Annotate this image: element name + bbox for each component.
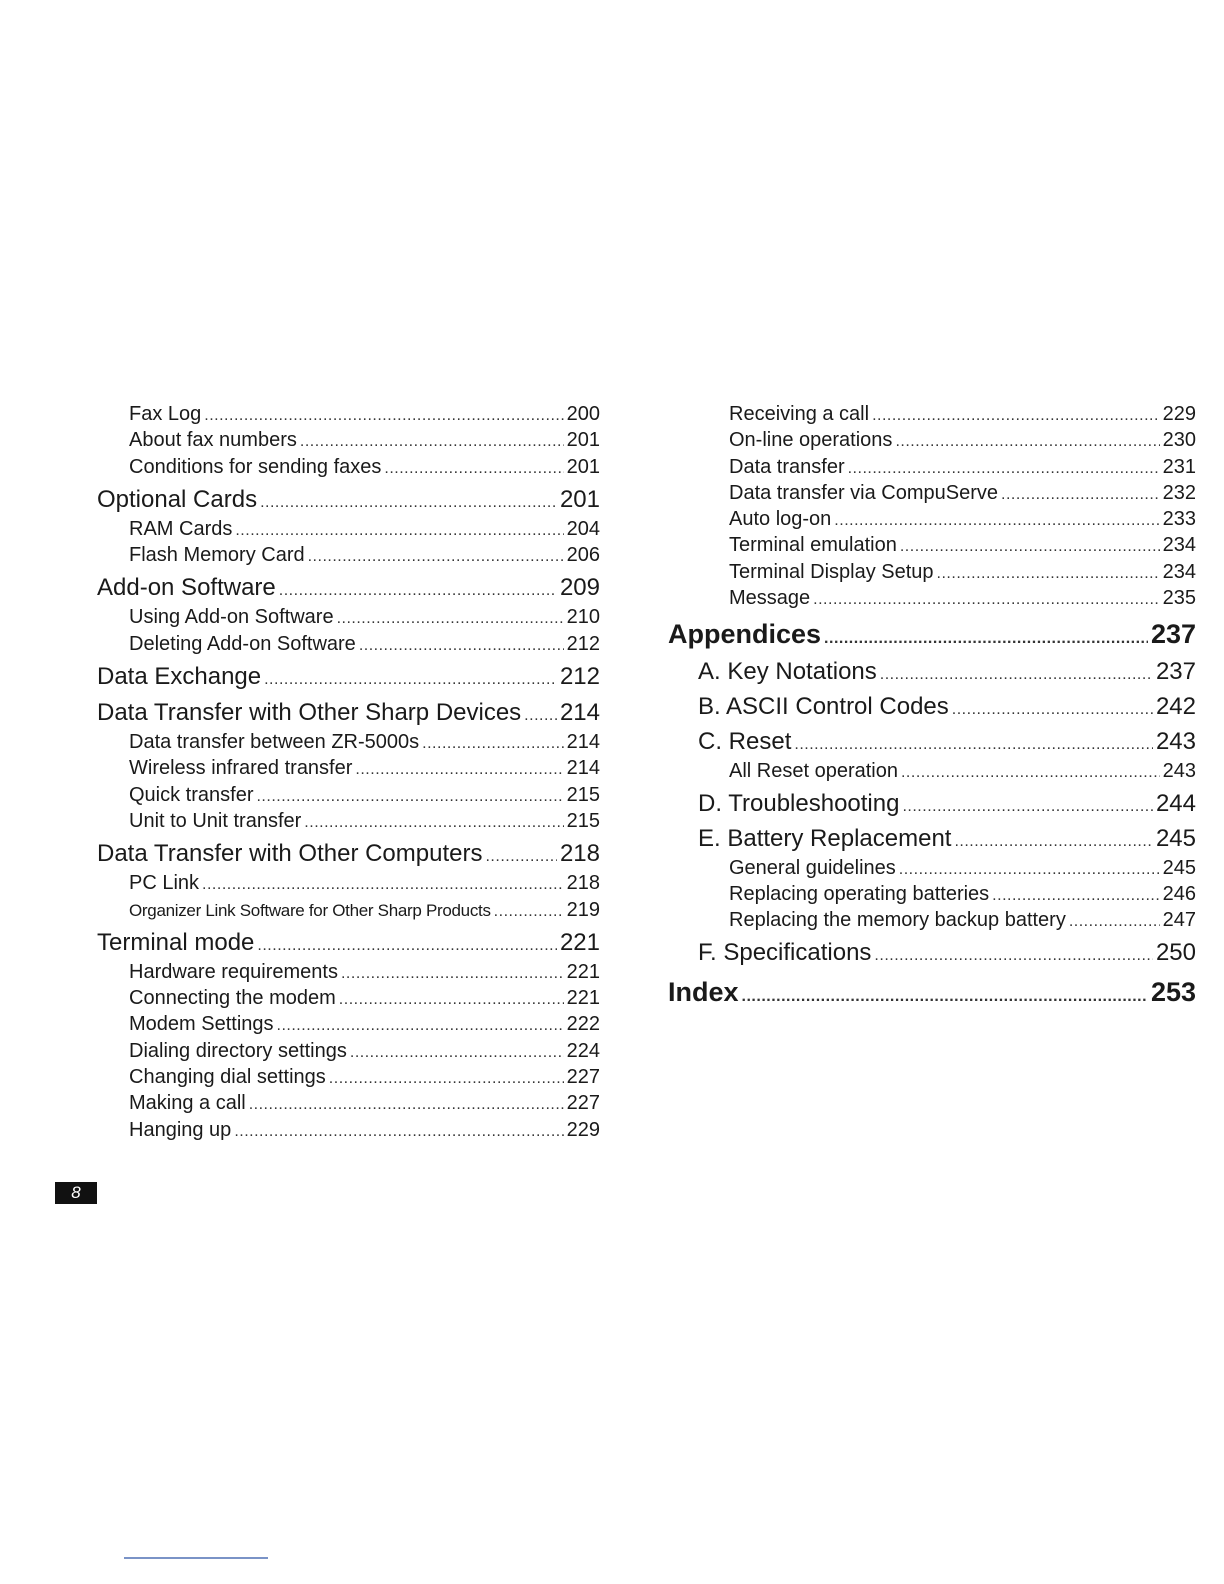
toc-entry-title: Modem Settings bbox=[129, 1013, 274, 1036]
toc-entry[interactable] bbox=[668, 456, 1196, 482]
dot-leader bbox=[899, 861, 1160, 879]
toc-entry-title: Message bbox=[729, 587, 811, 610]
toc-entry-page: 222 bbox=[566, 1013, 600, 1036]
toc-entry[interactable] bbox=[668, 482, 1196, 508]
toc-entry-page: 231 bbox=[1162, 455, 1196, 478]
toc-entry-title: All Reset operation bbox=[729, 760, 898, 783]
toc-entry[interactable] bbox=[97, 961, 600, 987]
dot-leader bbox=[1001, 486, 1160, 504]
toc-entry-page: 214 bbox=[566, 757, 600, 780]
toc-entry-page: 221 bbox=[566, 987, 600, 1010]
toc-section-title: Data Transfer with Other Computers bbox=[97, 840, 483, 868]
toc-entry[interactable] bbox=[97, 872, 600, 898]
dot-leader bbox=[494, 903, 564, 921]
toc-major-heading[interactable] bbox=[668, 977, 1196, 1013]
toc-entry-page: 215 bbox=[566, 783, 600, 806]
dot-leader bbox=[824, 630, 1148, 648]
toc-entry-page: 243 bbox=[1162, 760, 1196, 783]
dot-leader bbox=[359, 637, 564, 655]
toc-entry-title: Fax Log bbox=[129, 403, 202, 425]
toc-entry[interactable] bbox=[668, 883, 1196, 909]
toc-entry[interactable] bbox=[97, 757, 600, 783]
toc-entry[interactable] bbox=[97, 544, 600, 570]
dot-leader bbox=[384, 460, 563, 478]
dot-leader bbox=[257, 937, 557, 955]
toc-entry-page: 219 bbox=[566, 898, 600, 921]
toc-entry[interactable] bbox=[97, 456, 600, 482]
toc-entry-title: RAM Cards bbox=[129, 517, 233, 540]
toc-section-page: 201 bbox=[559, 485, 600, 513]
toc-entry-page: 200 bbox=[566, 403, 600, 425]
toc-entry-page: 204 bbox=[566, 517, 600, 540]
toc-entry-page: 214 bbox=[566, 731, 600, 754]
dot-leader bbox=[249, 1096, 564, 1114]
toc-entry[interactable] bbox=[668, 508, 1196, 534]
toc-appendix-page: 243 bbox=[1155, 728, 1196, 756]
toc-entry-title: Wireless infrared transfer bbox=[129, 757, 353, 780]
toc-entry-title: Dialing directory settings bbox=[129, 1039, 347, 1062]
toc-entry[interactable] bbox=[668, 587, 1196, 613]
dot-leader bbox=[952, 701, 1153, 719]
toc-entry[interactable] bbox=[668, 909, 1196, 935]
toc-entry[interactable] bbox=[97, 1119, 600, 1145]
toc-appendix[interactable] bbox=[668, 939, 1196, 971]
dot-leader bbox=[264, 671, 557, 689]
toc-entry-title: Receiving a call bbox=[729, 403, 870, 425]
toc-entry[interactable] bbox=[97, 518, 600, 544]
toc-right-column bbox=[668, 403, 1196, 1013]
toc-appendix-title: D. Troubleshooting bbox=[698, 789, 900, 817]
toc-entry-page: 206 bbox=[566, 544, 600, 567]
footer-rule bbox=[124, 1557, 268, 1559]
dot-leader bbox=[834, 512, 1159, 530]
toc-section[interactable] bbox=[97, 840, 600, 872]
toc-appendix[interactable] bbox=[668, 658, 1196, 690]
toc-entry[interactable] bbox=[668, 857, 1196, 883]
toc-entry[interactable] bbox=[97, 633, 600, 659]
toc-entry[interactable] bbox=[97, 731, 600, 757]
toc-section[interactable] bbox=[97, 929, 600, 961]
toc-entry-page: 210 bbox=[566, 606, 600, 629]
toc-appendix-page: 245 bbox=[1155, 824, 1196, 852]
toc-section[interactable] bbox=[97, 574, 600, 606]
toc-entry[interactable] bbox=[97, 899, 600, 925]
toc-section[interactable] bbox=[97, 486, 600, 518]
toc-entry-page: 230 bbox=[1162, 429, 1196, 452]
dot-leader bbox=[524, 707, 557, 725]
toc-entry[interactable] bbox=[668, 429, 1196, 455]
toc-appendix-page: 242 bbox=[1155, 693, 1196, 721]
toc-appendix[interactable] bbox=[668, 825, 1196, 857]
toc-section-title: Data Transfer with Other Sharp Devices bbox=[97, 699, 522, 727]
toc-appendix-title: E. Battery Replacement bbox=[698, 824, 952, 852]
toc-appendix-title: F. Specifications bbox=[698, 938, 872, 966]
dot-leader bbox=[341, 965, 564, 983]
toc-major-title: Appendices bbox=[668, 619, 822, 650]
toc-entry-title: Hardware requirements bbox=[129, 960, 338, 983]
dot-leader bbox=[794, 736, 1153, 754]
toc-entry-page: 234 bbox=[1162, 534, 1196, 557]
dot-leader bbox=[235, 522, 563, 540]
dot-leader bbox=[902, 798, 1152, 816]
toc-entry-page: 245 bbox=[1162, 856, 1196, 879]
toc-section-page: 212 bbox=[559, 663, 600, 691]
dot-leader bbox=[256, 788, 563, 806]
toc-appendix-page: 237 bbox=[1155, 658, 1196, 686]
toc-entry[interactable] bbox=[668, 534, 1196, 560]
toc-section-page: 209 bbox=[559, 574, 600, 602]
toc-section-title: Terminal mode bbox=[97, 928, 255, 956]
page-number-badge: 8 bbox=[55, 1182, 97, 1204]
toc-entry-page: 229 bbox=[566, 1118, 600, 1141]
toc-entry-title: Terminal Display Setup bbox=[729, 560, 934, 583]
toc-entry-page: 246 bbox=[1162, 882, 1196, 905]
toc-entry[interactable] bbox=[97, 1013, 600, 1039]
dot-leader bbox=[901, 764, 1160, 782]
dot-leader bbox=[204, 407, 563, 425]
toc-appendix-title: C. Reset bbox=[698, 728, 792, 756]
toc-entry-page: 227 bbox=[566, 1092, 600, 1115]
dot-leader bbox=[234, 1123, 563, 1141]
toc-entry[interactable] bbox=[97, 810, 600, 836]
toc-entry-title: Flash Memory Card bbox=[129, 544, 305, 567]
dot-leader bbox=[485, 848, 556, 866]
dot-leader bbox=[1069, 913, 1160, 931]
dot-leader bbox=[992, 887, 1159, 905]
dot-leader bbox=[300, 433, 564, 451]
toc-entry[interactable] bbox=[97, 987, 600, 1013]
toc-entry-page: 235 bbox=[1162, 587, 1196, 610]
toc-section[interactable] bbox=[97, 663, 600, 695]
toc-entry-title: Data transfer bbox=[729, 455, 845, 478]
toc-entry-page: 201 bbox=[566, 455, 600, 478]
toc-appendix-page: 250 bbox=[1155, 938, 1196, 966]
dot-leader bbox=[422, 735, 563, 753]
toc-appendix-title: A. Key Notations bbox=[698, 658, 877, 686]
toc-appendix[interactable] bbox=[668, 728, 1196, 760]
toc-entry-page: 218 bbox=[566, 872, 600, 895]
toc-entry-title: Organizer Link Software for Other Sharp Products bbox=[129, 900, 491, 920]
toc-entry[interactable] bbox=[668, 403, 1196, 429]
dot-leader bbox=[337, 610, 564, 628]
dot-leader bbox=[954, 833, 1153, 851]
toc-entry-page: 247 bbox=[1162, 909, 1196, 932]
toc-major-title: Index bbox=[668, 976, 739, 1007]
toc-entry-title: Hanging up bbox=[129, 1118, 232, 1141]
dot-leader bbox=[329, 1070, 564, 1088]
dot-leader bbox=[279, 582, 557, 600]
toc-section-title: Optional Cards bbox=[97, 485, 258, 513]
toc-entry[interactable] bbox=[668, 760, 1196, 786]
toc-entry[interactable] bbox=[97, 429, 600, 455]
dot-leader bbox=[813, 591, 1159, 609]
toc-entry-title: Replacing operating batteries bbox=[729, 882, 990, 905]
toc-entry-title: Using Add-on Software bbox=[129, 606, 334, 629]
dot-leader bbox=[350, 1044, 564, 1062]
toc-entry-page: 229 bbox=[1162, 403, 1196, 425]
toc-entry-title: PC Link bbox=[129, 872, 200, 895]
toc-entry-page: 233 bbox=[1162, 508, 1196, 531]
toc-major-heading[interactable] bbox=[668, 619, 1196, 655]
toc-entry-title: Connecting the modem bbox=[129, 987, 336, 1010]
toc-entry-title: Replacing the memory backup battery bbox=[729, 909, 1066, 932]
dot-leader bbox=[880, 666, 1153, 684]
dot-leader bbox=[202, 876, 564, 894]
toc-entry-page: 201 bbox=[566, 429, 600, 452]
toc-entry-title: General guidelines bbox=[729, 856, 896, 879]
toc-appendix-page: 244 bbox=[1155, 789, 1196, 817]
toc-appendix[interactable] bbox=[668, 790, 1196, 822]
toc-entry-page: 212 bbox=[566, 632, 600, 655]
toc-entry-page: 227 bbox=[566, 1066, 600, 1089]
toc-entry-title: Changing dial settings bbox=[129, 1066, 326, 1089]
dot-leader bbox=[874, 947, 1153, 965]
toc-section-page: 221 bbox=[559, 928, 600, 956]
dot-leader bbox=[277, 1017, 564, 1035]
toc-section-title: Data Exchange bbox=[97, 663, 262, 691]
dot-leader bbox=[339, 991, 564, 1009]
dot-leader bbox=[308, 548, 564, 566]
toc-entry-title: Conditions for sending faxes bbox=[129, 455, 382, 478]
dot-leader bbox=[872, 407, 1160, 425]
toc-section-title: Add-on Software bbox=[97, 574, 276, 602]
toc-entry[interactable] bbox=[97, 1066, 600, 1092]
toc-section-page: 218 bbox=[559, 840, 600, 868]
toc-entry-page: 224 bbox=[566, 1039, 600, 1062]
toc-entry-title: Data transfer between ZR-5000s bbox=[129, 731, 420, 754]
toc-entry-title: On-line operations bbox=[729, 429, 893, 452]
toc-entry-title: Making a call bbox=[129, 1092, 246, 1115]
toc-entry-page: 221 bbox=[566, 960, 600, 983]
toc-entry[interactable] bbox=[97, 606, 600, 632]
toc-entry-title: About fax numbers bbox=[129, 429, 297, 452]
toc-entry-title: Auto log-on bbox=[729, 508, 832, 531]
toc-major-page: 237 bbox=[1150, 619, 1196, 650]
toc-section-page: 214 bbox=[559, 699, 600, 727]
toc-left-column bbox=[97, 403, 600, 1145]
dot-leader bbox=[304, 814, 563, 832]
toc-entry-title: Terminal emulation bbox=[729, 534, 897, 557]
toc-section[interactable] bbox=[97, 699, 600, 731]
dot-leader bbox=[355, 761, 563, 779]
dot-leader bbox=[895, 433, 1159, 451]
dot-leader bbox=[900, 538, 1160, 556]
dot-leader bbox=[848, 460, 1160, 478]
toc-appendix[interactable] bbox=[668, 693, 1196, 725]
toc-entry[interactable] bbox=[97, 1040, 600, 1066]
toc-entry[interactable] bbox=[97, 403, 600, 429]
toc-entry[interactable] bbox=[97, 1092, 600, 1118]
toc-entry[interactable] bbox=[97, 784, 600, 810]
toc-entry-title: Data transfer via CompuServe bbox=[729, 481, 999, 504]
toc-entry-page: 234 bbox=[1162, 560, 1196, 583]
toc-appendix-title: B. ASCII Control Codes bbox=[698, 693, 949, 721]
dot-leader bbox=[742, 988, 1148, 1006]
toc-entry-title: Deleting Add-on Software bbox=[129, 632, 356, 655]
toc-entry-page: 215 bbox=[566, 809, 600, 832]
toc-major-page: 253 bbox=[1150, 976, 1196, 1007]
toc-entry-page: 232 bbox=[1162, 481, 1196, 504]
toc-entry-title: Quick transfer bbox=[129, 783, 254, 806]
toc-entry[interactable] bbox=[668, 561, 1196, 587]
toc-entry-title: Unit to Unit transfer bbox=[129, 809, 302, 832]
dot-leader bbox=[937, 565, 1160, 583]
dot-leader bbox=[260, 494, 557, 512]
